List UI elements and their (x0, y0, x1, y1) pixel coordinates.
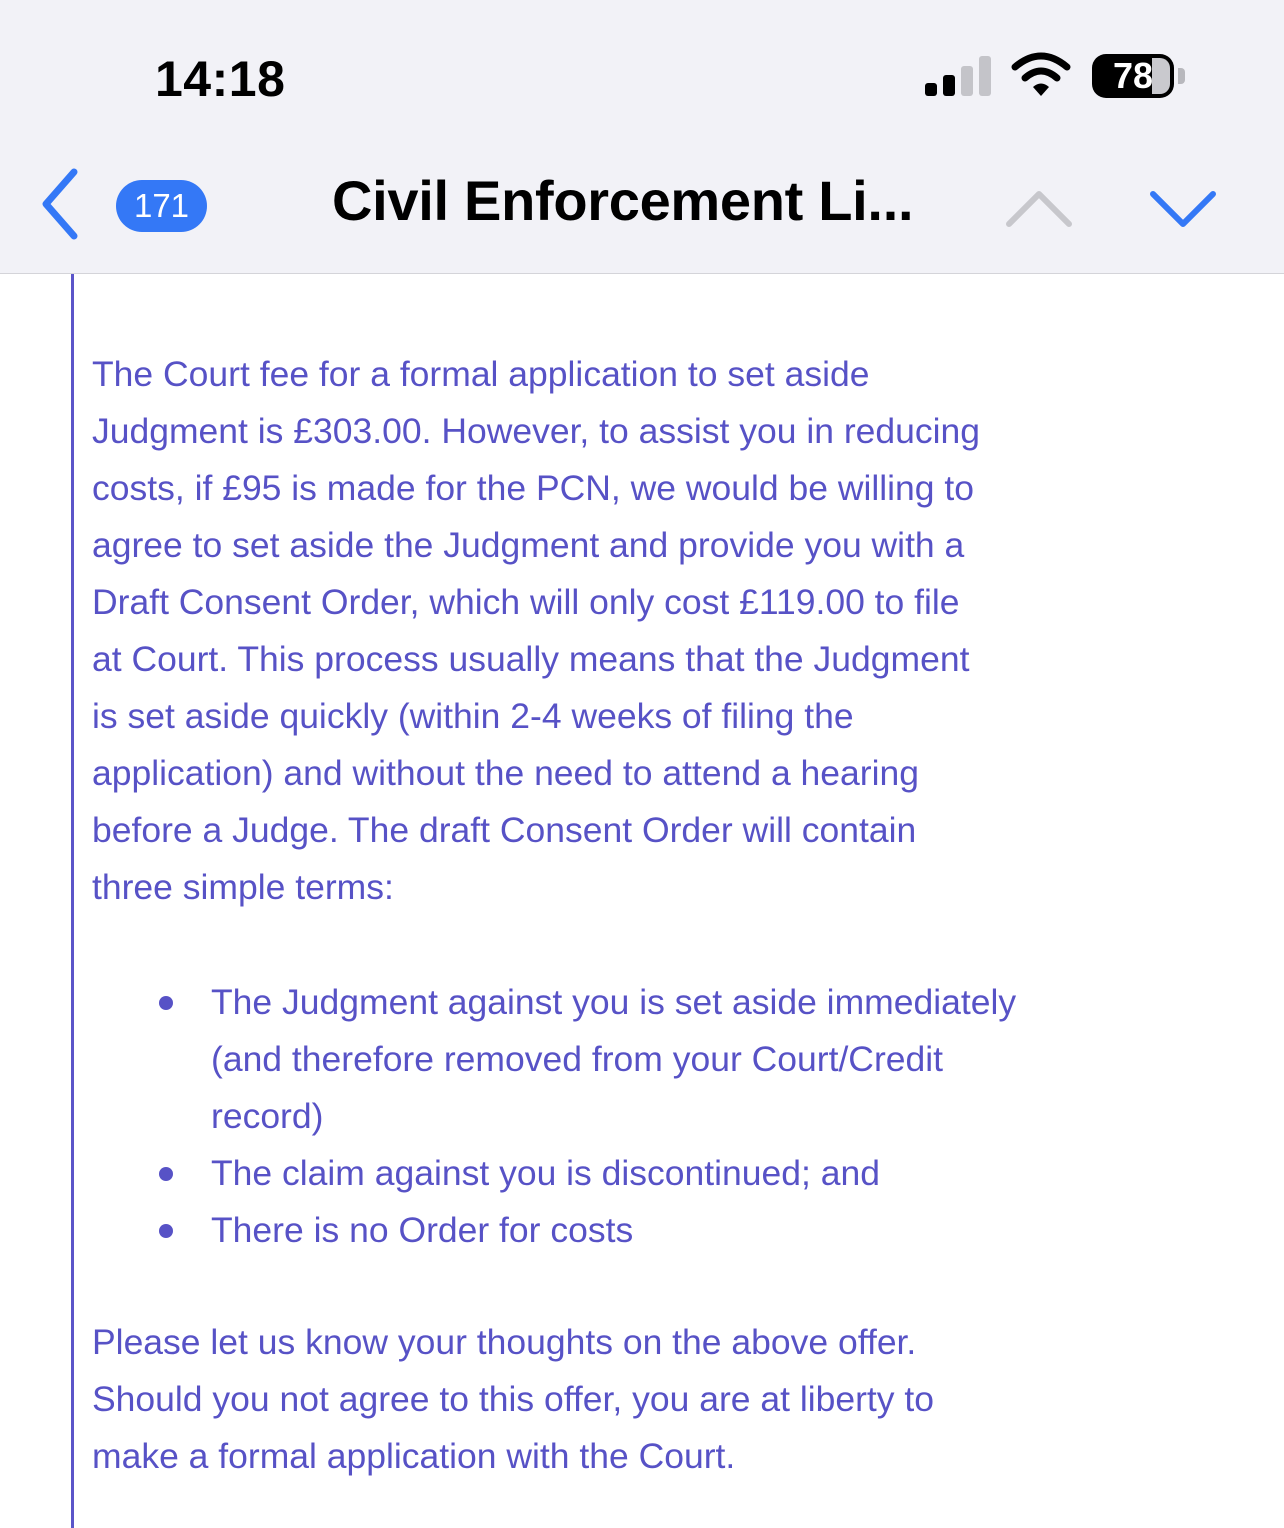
text-line: There is no Order for costs (211, 1210, 634, 1250)
text-line: Should you not agree to this offer, you are at liberty to (92, 1379, 935, 1419)
back-button[interactable] (36, 166, 86, 242)
closing-paragraph (92, 1314, 934, 1485)
text-line: costs, if £95 is made for the PCN, we would be willing to (92, 468, 974, 508)
status-time: 14:18 (155, 51, 286, 107)
text-line: agree to set aside the Judgment and provide you with a (92, 525, 965, 565)
cellular-signal-icon (925, 56, 993, 96)
battery-icon (1092, 54, 1174, 98)
text-line: The claim against you is discontinued; and (211, 1153, 880, 1193)
text-line: three simple terms: (92, 867, 394, 907)
offer-paragraph (92, 346, 980, 916)
chevron-up-icon (1003, 186, 1075, 232)
battery-tip (1178, 68, 1185, 84)
top-bars (0, 0, 1284, 274)
text-line: Draft Consent Order, which will only cost £119.00 to file (92, 582, 960, 622)
previous-message-button[interactable] (1003, 186, 1075, 232)
text-line: make a formal application with the Court. (92, 1436, 736, 1476)
list-item (0, 1202, 1016, 1259)
bullet-dot (159, 1167, 173, 1181)
text-line: application) and without the need to attend a hearing (92, 753, 919, 793)
battery-level: 78 (1112, 55, 1154, 96)
text-line: The Judgment against you is set aside immediately (211, 982, 1017, 1022)
text-line: is set aside quickly (within 2-4 weeks of filing the (92, 696, 854, 736)
terms-list (0, 974, 1016, 1259)
thread-title: Civil Enforcement Li... (332, 169, 914, 232)
text-line: Please let us know your thoughts on the above offer. (92, 1322, 917, 1362)
text-line: (and therefore removed from your Court/Credit (211, 1039, 943, 1079)
chevron-down-icon (1147, 186, 1219, 232)
bullet-dot (159, 1224, 173, 1238)
quote-bar (71, 268, 74, 1528)
unread-count-badge[interactable]: 171 (116, 180, 207, 232)
text-line: at Court. This process usually means that the Judgment (92, 639, 970, 679)
chevron-left-icon (36, 166, 86, 242)
list-item (0, 974, 1016, 1145)
next-message-button[interactable] (1147, 186, 1219, 232)
text-line: before a Judge. The draft Consent Order will contain (92, 810, 917, 850)
text-line: record) (211, 1096, 324, 1136)
text-line: The Court fee for a formal application to set aside (92, 354, 870, 394)
list-item (0, 1145, 1016, 1202)
wifi-icon (1011, 52, 1071, 98)
text-line: Judgment is £303.00. However, to assist you in reducing (92, 411, 981, 451)
bullet-dot (159, 996, 173, 1010)
